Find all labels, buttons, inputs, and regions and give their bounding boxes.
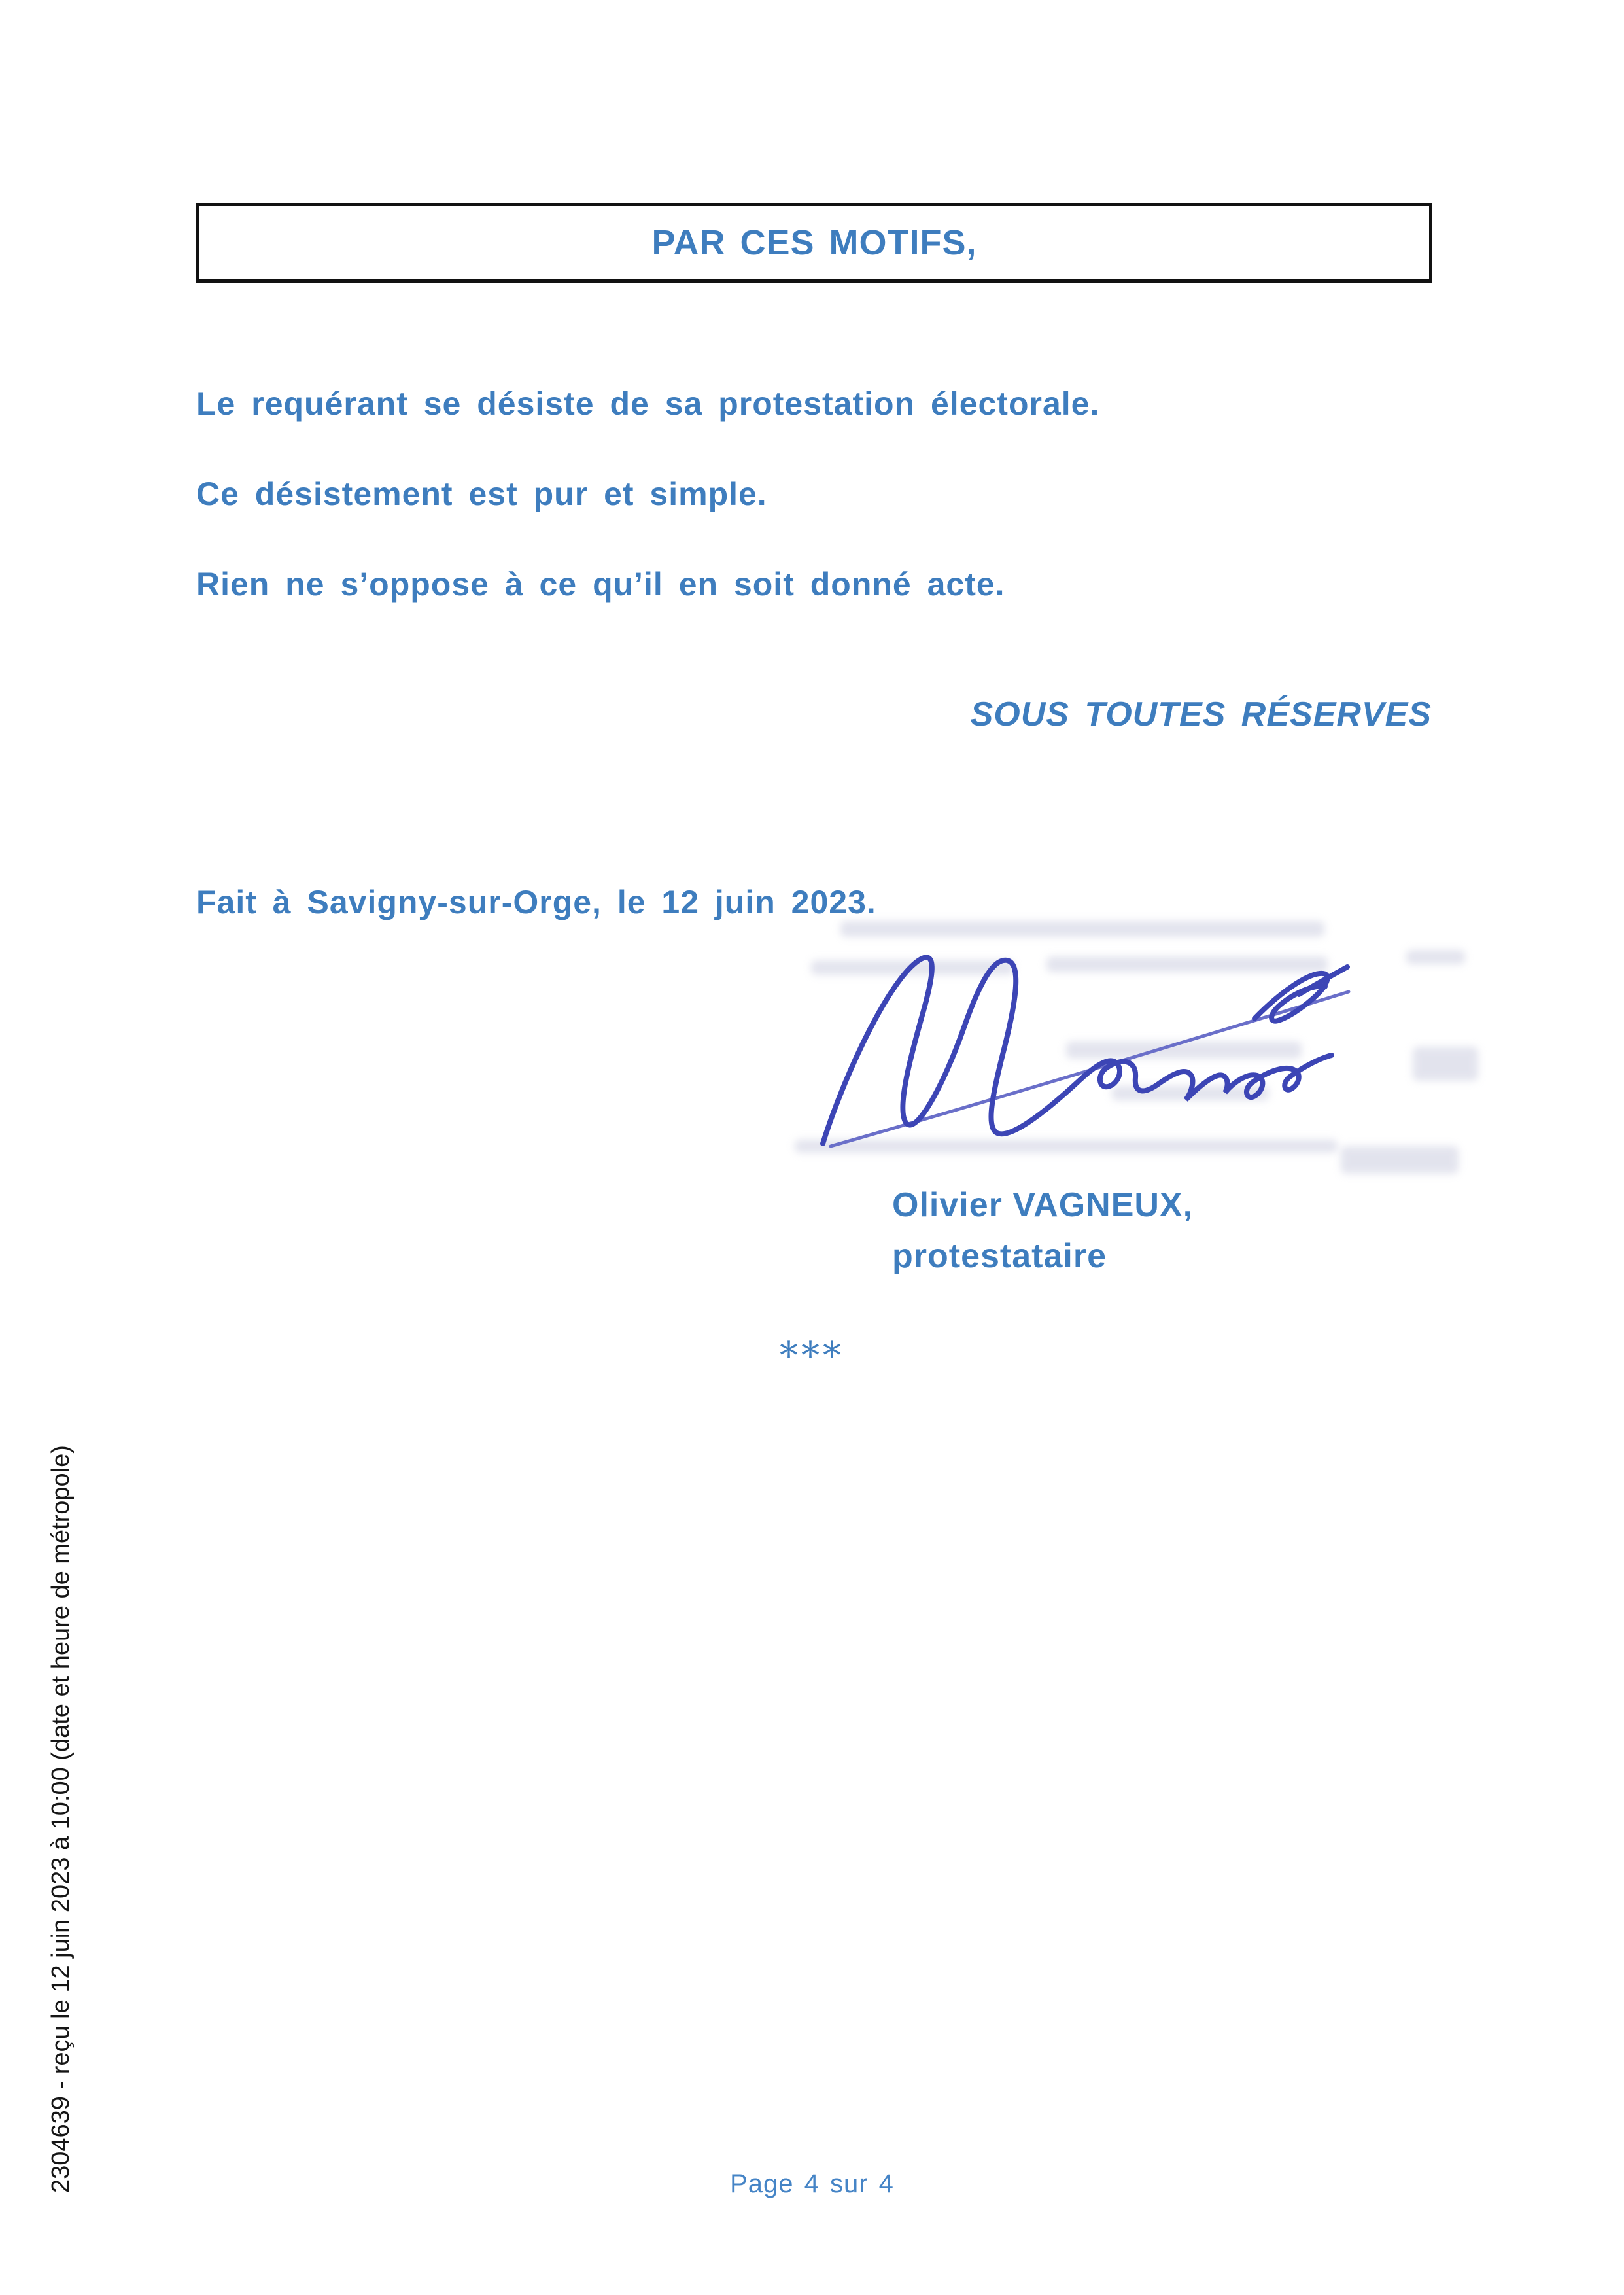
registration-sidebar-note: 2304639 - reçu le 12 juin 2023 à 10:00 (date et heure de métropole) [47,1445,75,2193]
paragraph-desistement: Le requérant se désiste de sa protestation électorale. [196,385,1100,422]
page-number-footer: Page 4 sur 4 [730,2169,894,2198]
signatory-name: Olivier VAGNEUX, [892,1186,1194,1224]
motifs-heading-box [196,203,1432,283]
bleed-through-artifact [1413,1047,1478,1081]
bleed-through-artifact [1341,1146,1459,1174]
reserves-line: SOUS TOUTES RÉSERVES [970,695,1432,733]
section-separator-stars: *** [780,1335,844,1377]
paragraph-donne-acte: Rien ne s’oppose à ce qu’il en soit donné acte. [196,566,1005,603]
bleed-through-artifact [1406,950,1465,964]
dateline: Fait à Savigny-sur-Orge, le 12 juin 2023. [196,884,876,920]
motifs-heading: PAR CES MOTIFS, [651,223,977,262]
handwritten-signature [804,916,1354,1165]
signatory-role: protestataire [892,1237,1107,1275]
paragraph-pur-et-simple: Ce désistement est pur et simple. [196,476,767,512]
